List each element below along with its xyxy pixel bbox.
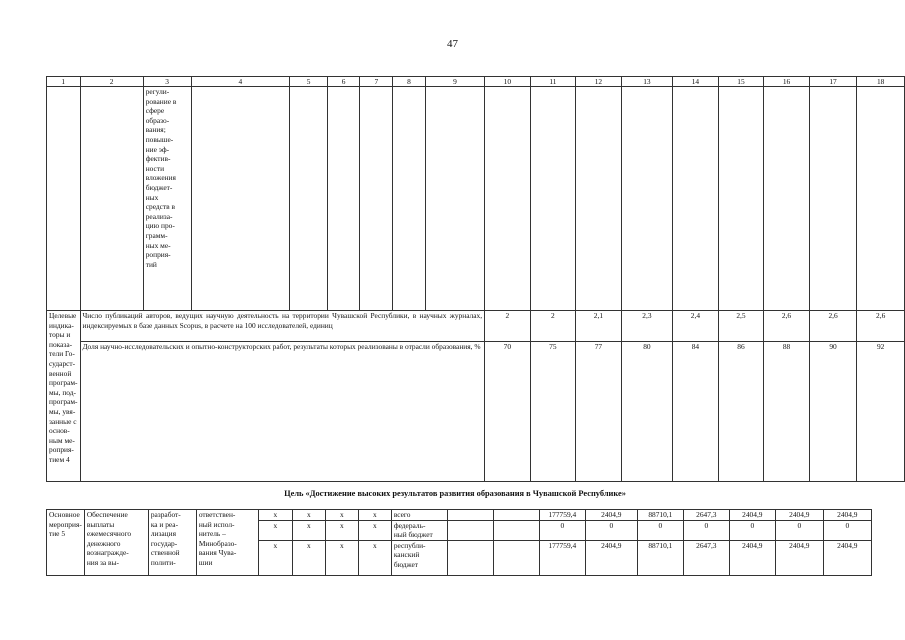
value-cell: 177759,4 bbox=[539, 540, 585, 575]
code-cell: х bbox=[292, 520, 325, 540]
indicator-value: 2 bbox=[530, 311, 576, 342]
value-cell: 0 bbox=[683, 520, 729, 540]
indicator-value: 2,3 bbox=[621, 311, 672, 342]
indicator-text: Число публикаций авторов, ведущих научную деятельность на территории Чувашской Республики, в научных журналах, индексируемых в базе данных Scopus, в расчете на 100 исследователей, единиц bbox=[80, 311, 485, 342]
col-header: 10 bbox=[485, 77, 531, 87]
indicator-value: 90 bbox=[809, 342, 857, 482]
code-cell: х bbox=[325, 520, 358, 540]
col-header: 5 bbox=[290, 77, 328, 87]
col-header: 4 bbox=[191, 77, 290, 87]
page-number: 47 bbox=[447, 38, 458, 50]
col-header: 1 bbox=[47, 77, 81, 87]
value-cell bbox=[447, 540, 493, 575]
indicator-value: 2,5 bbox=[718, 311, 764, 342]
value-cell: 2404,9 bbox=[729, 510, 775, 521]
indicator-value: 84 bbox=[673, 342, 719, 482]
indicator-row bbox=[47, 311, 905, 342]
col-header: 8 bbox=[393, 77, 426, 87]
col-header: 2 bbox=[80, 77, 143, 87]
program-table bbox=[46, 76, 905, 482]
indicator-value: 75 bbox=[530, 342, 576, 482]
code-cell: х bbox=[258, 540, 292, 575]
goal-heading: Цель «Достижение высоких результатов развития образования в Чувашской Республике» bbox=[284, 489, 626, 498]
indicator-value: 2,6 bbox=[764, 311, 810, 342]
col-header: 11 bbox=[530, 77, 576, 87]
indicator-value: 70 bbox=[485, 342, 531, 482]
col-header: 9 bbox=[425, 77, 484, 87]
value-cell: 2404,9 bbox=[585, 510, 637, 521]
code-cell: х bbox=[292, 510, 325, 521]
indicator-value: 2,1 bbox=[576, 311, 622, 342]
funding-source: республи- канский бюджет bbox=[391, 540, 447, 575]
event-responsible: ответствен- ный испол- нитель – Минобразо- вания Чува- шии bbox=[196, 510, 258, 576]
value-cell bbox=[493, 540, 539, 575]
value-cell: 2404,9 bbox=[823, 540, 871, 575]
value-cell bbox=[493, 510, 539, 521]
funding-source: всего bbox=[391, 510, 447, 521]
col-header: 7 bbox=[360, 77, 393, 87]
value-cell bbox=[493, 520, 539, 540]
value-cell: 2404,9 bbox=[823, 510, 871, 521]
col-header: 17 bbox=[809, 77, 857, 87]
value-cell: 0 bbox=[585, 520, 637, 540]
value-cell: 88710,1 bbox=[637, 510, 683, 521]
event-name: Обеспечение выплаты ежемесячного денежного вознагражде- ния за вы- bbox=[84, 510, 148, 576]
indicator-value: 2 bbox=[485, 311, 531, 342]
col-header: 16 bbox=[764, 77, 810, 87]
indicator-value: 2,6 bbox=[809, 311, 857, 342]
col-header: 6 bbox=[327, 77, 360, 87]
indicator-value: 88 bbox=[764, 342, 810, 482]
col-header: 18 bbox=[857, 77, 905, 87]
value-cell: 177759,4 bbox=[539, 510, 585, 521]
col-header: 14 bbox=[673, 77, 719, 87]
value-cell: 2404,9 bbox=[585, 540, 637, 575]
value-cell: 2647,3 bbox=[683, 510, 729, 521]
event-label: Основное мероприя- тие 5 bbox=[47, 510, 85, 576]
col-header: 12 bbox=[576, 77, 622, 87]
code-cell: х bbox=[325, 540, 358, 575]
code-cell: х bbox=[358, 520, 391, 540]
code-cell: х bbox=[325, 510, 358, 521]
continuation-row bbox=[47, 87, 905, 311]
continuation-text: регули- рование в сфере образо- вания; повыше- ние эф- фектив- ности вложения бюджет- ных средств в реализа- цию про- грамм- ных ме- роприя- тий bbox=[143, 87, 191, 311]
value-cell: 2404,9 bbox=[775, 540, 823, 575]
indicators-label: Целевые индика- торы и показа- тели Го- сударст- венной програм- мы, под- програм- мы, увя- занные с основ- ным ме- роприя- тием 4 bbox=[47, 311, 81, 482]
col-header: 13 bbox=[621, 77, 672, 87]
indicator-value: 86 bbox=[718, 342, 764, 482]
value-cell: 0 bbox=[823, 520, 871, 540]
code-cell: х bbox=[358, 540, 391, 575]
value-cell: 0 bbox=[775, 520, 823, 540]
value-cell: 2647,3 bbox=[683, 540, 729, 575]
value-cell: 0 bbox=[637, 520, 683, 540]
funding-source: федераль- ный бюджет bbox=[391, 520, 447, 540]
value-cell bbox=[447, 520, 493, 540]
value-cell: 2404,9 bbox=[775, 510, 823, 521]
indicator-value: 2,6 bbox=[857, 311, 905, 342]
col-header: 3 bbox=[143, 77, 191, 87]
indicator-row bbox=[47, 342, 905, 482]
indicator-value: 80 bbox=[621, 342, 672, 482]
indicator-value: 92 bbox=[857, 342, 905, 482]
col-header: 15 bbox=[718, 77, 764, 87]
indicator-value: 77 bbox=[576, 342, 622, 482]
value-cell: 2404,9 bbox=[729, 540, 775, 575]
event-5-table bbox=[46, 509, 872, 576]
code-cell: х bbox=[258, 520, 292, 540]
indicator-text: Доля научно-исследовательских и опытно-конструкторских работ, результаты которых реализованы в отрасли образования, % bbox=[80, 342, 485, 482]
indicator-value: 2,4 bbox=[673, 311, 719, 342]
value-cell: 0 bbox=[539, 520, 585, 540]
value-cell: 0 bbox=[729, 520, 775, 540]
event-col3: разработ- ка и реа- лизация государ- ственной полити- bbox=[148, 510, 196, 576]
value-cell bbox=[447, 510, 493, 521]
code-cell: х bbox=[258, 510, 292, 521]
code-cell: х bbox=[292, 540, 325, 575]
funding-row-total bbox=[47, 510, 872, 521]
value-cell: 88710,1 bbox=[637, 540, 683, 575]
code-cell: х bbox=[358, 510, 391, 521]
column-number-row bbox=[47, 77, 905, 87]
